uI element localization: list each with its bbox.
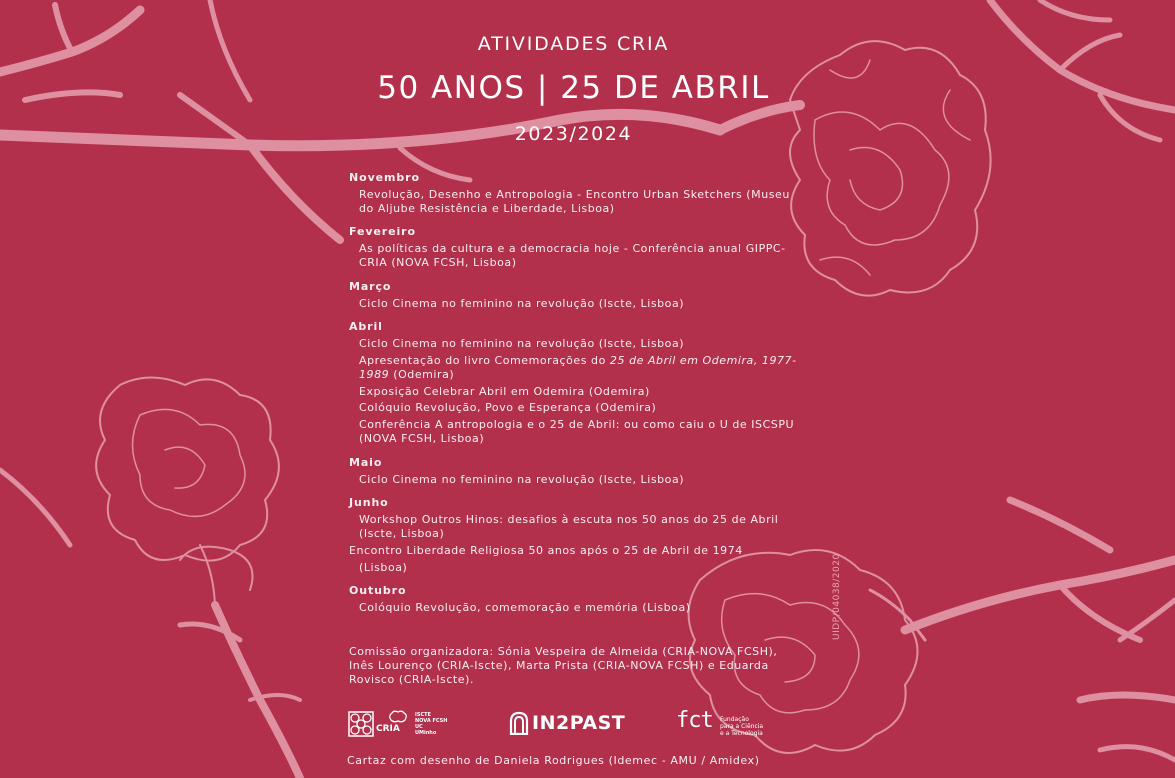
month-heading: Maio (349, 455, 383, 469)
activities-schedule (349, 171, 799, 625)
funding-code: UIDP/04038/2020 (832, 553, 842, 640)
poster-kicker: ATIVIDADES CRIA (477, 33, 670, 55)
cria-knot-icon (348, 711, 374, 737)
fct-line: Fundação (720, 716, 749, 723)
poster-title: 50 ANOS | 25 DE ABRIL (377, 70, 770, 106)
month-group-outubro (349, 584, 799, 615)
month-group-novembro (349, 171, 799, 215)
month-heading: Junho (349, 496, 389, 510)
in2past-name: IN2PAST (532, 712, 626, 734)
month-heading: Abril (349, 320, 383, 334)
in2past-arch-icon (509, 711, 529, 735)
activity-item: Colóquio Revolução, Povo e Esperança (Odemira) (359, 401, 657, 415)
poster-credit: Cartaz com desenho de Daniela Rodrigues (Idemec - AMU / Amidex) (347, 754, 760, 767)
cria-inst: UMinho (415, 730, 437, 736)
month-group-abril (349, 320, 799, 445)
activity-item: Encontro Liberdade Religiosa 50 anos após o 25 de Abril de 1974 (349, 543, 743, 557)
brain-icon (388, 710, 408, 724)
cria-institutions (415, 712, 447, 736)
cria-inst: NOVA FCSH (415, 718, 448, 724)
month-group-fevereiro (349, 225, 799, 269)
activity-item: Workshop Outros Hinos: desafios à escuta nos 50 anos do 25 de Abril (Iscte, Lisboa) (359, 513, 779, 540)
activity-item-book-presentation (359, 354, 799, 382)
month-heading: Março (349, 279, 392, 293)
activity-item: Ciclo Cinema no feminino na revolução (Iscte, Lisboa) (359, 472, 685, 486)
cria-logo (348, 708, 458, 740)
partner-logos (0, 705, 1175, 745)
organizing-committee: Comissão organizadora: Sónia Vespeira de Almeida (CRIA-NOVA FCSH), Inês Lourenço (CRIA-Iscte), Marta Prista (CRIA-NOVA FCSH) e Eduarda Rovisco (CRIA-Iscte). (349, 645, 778, 686)
book-suffix: (Odemira) (389, 367, 455, 381)
activity-item: Revolução, Desenho e Antropologia - Encontro Urban Sketchers (Museu do Aljube Resistência e Liberdade, Lisboa) (359, 187, 790, 215)
month-heading: Outubro (349, 584, 407, 598)
month-group-maio (349, 456, 799, 487)
activity-item: Ciclo Cinema no feminino na revolução (Iscte, Lisboa) (359, 296, 685, 310)
fct-line: para a Ciência (720, 723, 764, 730)
activity-item: As políticas da cultura e a democracia hoje - Conferência anual GIPPC-CRIA (NOVA FCSH, Lisboa) (359, 242, 786, 269)
book-title: 25 de Abril em Odemira, 1977-1989 (359, 353, 797, 381)
activity-item: Conferência A antropologia e o 25 de Abril: ou como caiu o U de ISCSPU (NOVA FCSH, Lisboa) (359, 418, 795, 445)
activity-item-continuation: (Lisboa) (359, 560, 408, 574)
activity-item: Colóquio Revolução, comemoração e memória (Lisboa) (359, 601, 691, 615)
poster-years: 2023/2024 (514, 123, 633, 145)
month-group-marco (349, 280, 799, 311)
fct-line: e a Tecnologia (720, 730, 763, 737)
month-group-junho (349, 496, 799, 574)
activity-item: Exposição Celebrar Abril em Odemira (Odemira) (359, 384, 650, 398)
fct-mark: fct (676, 708, 713, 733)
month-heading: Fevereiro (349, 225, 416, 239)
book-prefix: Apresentação do livro Comemorações do (359, 353, 610, 367)
cria-inst: ISCTE (415, 712, 431, 718)
activity-item: Ciclo Cinema no feminino na revolução (Iscte, Lisboa) (359, 337, 685, 351)
cria-inst: UC (415, 724, 423, 730)
fct-fullname (720, 716, 763, 737)
month-heading: Novembro (349, 171, 420, 184)
cria-name: CRIA (376, 724, 400, 734)
